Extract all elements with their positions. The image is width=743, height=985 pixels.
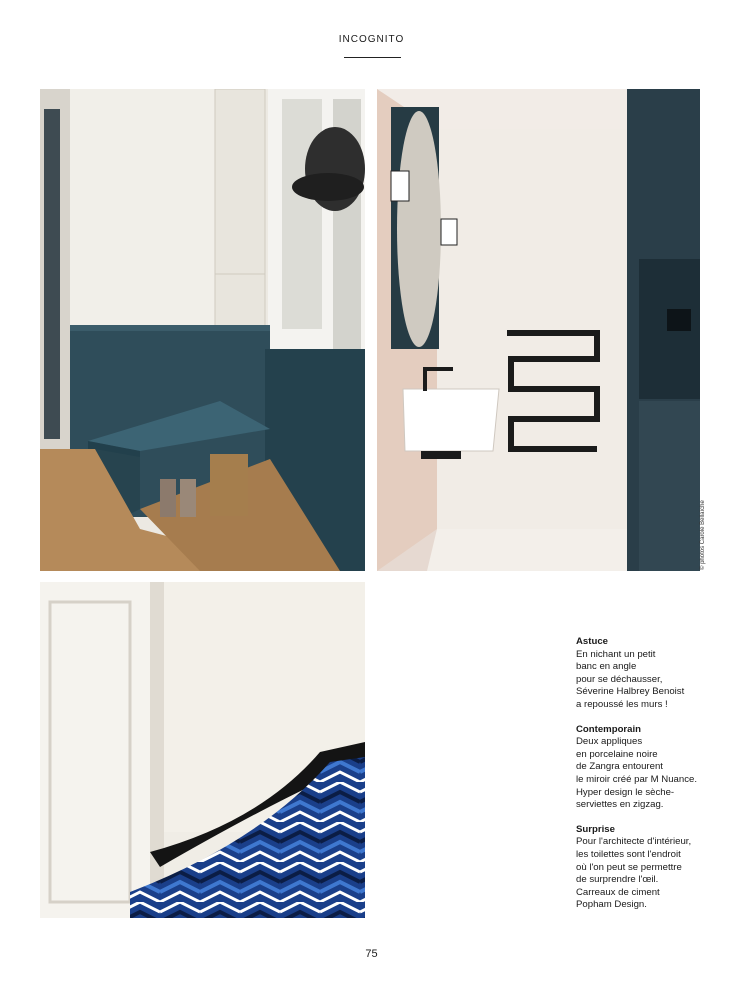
caption-title: Contemporain bbox=[576, 723, 642, 735]
cement-tile-floor-photo bbox=[40, 582, 365, 918]
caption-line: de surprendre l'œil. bbox=[576, 874, 659, 886]
bathroom-sink-photo bbox=[377, 89, 700, 571]
caption-line: serviettes en zigzag. bbox=[576, 799, 664, 811]
entry-bench-photo bbox=[40, 89, 365, 571]
caption-line: En nichant un petit bbox=[576, 648, 656, 660]
caption-line: Popham Design. bbox=[576, 899, 647, 911]
caption-title: Astuce bbox=[576, 636, 608, 647]
caption-line: Séverine Halbrey Benoist bbox=[576, 686, 685, 698]
caption-line: où l'on peut se permettre bbox=[576, 861, 682, 873]
caption-block-astuce bbox=[576, 636, 716, 712]
caption-line: en porcelaine noire bbox=[576, 748, 658, 760]
caption-line: Pour l'architecte d'intérieur, bbox=[576, 836, 692, 848]
caption-block-surprise bbox=[576, 824, 716, 912]
caption-line: banc en angle bbox=[576, 661, 637, 673]
caption-block-contemporain bbox=[576, 724, 716, 812]
header-rule bbox=[344, 57, 401, 58]
magazine-section-title: INCOGNITO bbox=[338, 34, 405, 45]
caption-line: Hyper design le sèche- bbox=[576, 786, 675, 798]
caption-line: de Zangra entourent bbox=[576, 761, 663, 773]
caption-line: Carreaux de ciment bbox=[576, 886, 660, 898]
caption-title: Surprise bbox=[576, 823, 615, 835]
caption-line: a repoussé les murs ! bbox=[576, 698, 668, 710]
caption-line: pour se déchausser, bbox=[576, 673, 663, 685]
caption-line: Deux appliques bbox=[576, 736, 643, 748]
caption-line: les toilettes sont l'endroit bbox=[576, 848, 681, 860]
sidebar-captions bbox=[576, 636, 716, 924]
photo-credit: © photos Carole Bellaïche bbox=[700, 500, 706, 570]
page-number: 75 bbox=[365, 948, 378, 960]
caption-line: le miroir créé par M Nuance. bbox=[576, 773, 698, 785]
